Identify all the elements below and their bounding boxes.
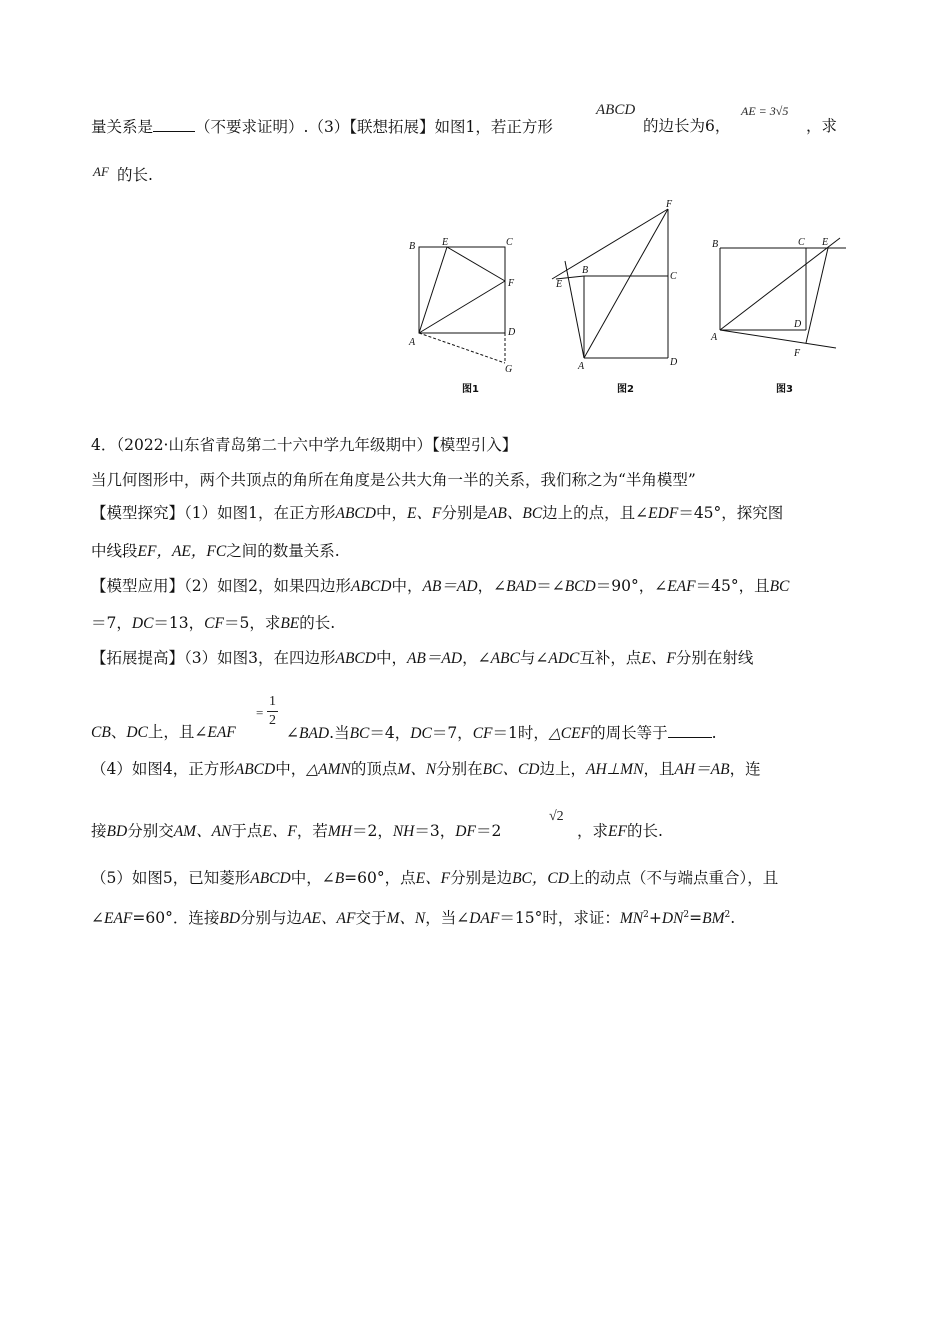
fraction-denominator: 2 <box>269 713 276 728</box>
problem4-intro: 当几何图形中，两个共顶点的角所在角度是公共大角一半的关系，我们称之为“半角模型” <box>91 471 696 489</box>
fig1-label-f: F <box>508 278 515 289</box>
fig2-line-ef <box>552 209 668 279</box>
fig1-caption: 图1 <box>462 384 479 395</box>
fig3-label-d: D <box>794 319 802 330</box>
fig1-dash-ag <box>419 333 505 363</box>
problem4-part4-line2b: ，求EF的长. <box>577 822 663 840</box>
fig1-label-d: D <box>508 327 516 338</box>
fig2-label-d: D <box>670 357 678 368</box>
problem4-part1-line2: 中线段EF，AE，FC之间的数量关系. <box>91 542 340 560</box>
fig1-line-ef <box>447 247 505 281</box>
fig3-line-ae <box>720 238 840 330</box>
side-length-text: 的边长为6， <box>643 117 731 135</box>
figure-3 <box>720 238 846 348</box>
problem4-part5-line2: ∠EAF=60°．连接BD分别与边AE、AF交于M、N，当∠DAF＝15°时，求证：$MN^2+DN^2=BM^2$. <box>91 909 736 928</box>
ae-equation: AE = 3√5 <box>741 104 789 118</box>
answer-blank <box>668 722 712 738</box>
text-line-2: 的长. <box>117 166 153 184</box>
problem4-part3-line2: CB、DC上，且∠EAF <box>91 723 236 741</box>
fig1-line-af <box>419 281 505 333</box>
fig3-line-ef <box>806 248 828 343</box>
fig2-label-c: C <box>670 271 677 282</box>
fig2-line-af <box>584 209 668 358</box>
problem4-part4-line2: 接BD分别交AM、AN于点E、F，若MH＝2，NH＝3，DF＝2 <box>91 822 502 840</box>
text-line-1 <box>91 116 553 137</box>
problem4-part5-line1: （5）如图5，已知菱形ABCD中，∠B=60°，点E、F分别是边BC，CD上的动点（不与端点重合），且 <box>91 869 779 887</box>
fig3-line-af <box>720 330 836 348</box>
fig3-label-a: A <box>711 332 718 343</box>
fig2-label-f: F <box>666 199 673 210</box>
problem4-part4-line1: （4）如图4，正方形ABCD中，△AMN的顶点M、N分别在BC、CD边上，AH⊥MN，且AH＝AB，连 <box>91 760 761 778</box>
ask-text: ，求 <box>806 117 838 135</box>
fraction-equal: = <box>256 705 264 720</box>
problem4-part1-line1: 【模型探究】（1）如图1，在正方形ABCD中，E、F分别是AB、BC边上的点，且∠EDF＝45°，探究图 <box>91 504 784 522</box>
problem4-header: 4．（2022·山东省青岛第二十六中学九年级期中）【模型引入】 <box>91 436 518 454</box>
sqrt-two: √2 <box>549 809 564 824</box>
fraction-bar <box>267 711 278 712</box>
problem4-part2-line2: ＝7，DC＝13，CF＝5，求BE的长. <box>91 614 336 632</box>
fig2-caption: 图2 <box>617 384 634 395</box>
fig1-square <box>419 247 505 333</box>
problem4-part3-line1: 【拓展提高】（3）如图3，在四边形ABCD中，AB＝AD，∠ABC与∠ADC互补，点E、F分别在射线 <box>91 649 754 667</box>
fig2-label-a: A <box>578 361 585 372</box>
fig1-label-a: A <box>409 337 416 348</box>
answer-blank <box>153 116 195 132</box>
text: （不要求证明）.（3）【联想拓展】如图1，若正方形 <box>195 118 553 136</box>
fig3-caption: 图3 <box>776 384 793 395</box>
fig3-label-e: E <box>822 237 829 248</box>
problem4-part2-line1: 【模型应用】（2）如图2，如果四边形ABCD中，AB＝AD，∠BAD＝∠BCD＝90°，∠EAF＝45°，且BC <box>91 577 790 595</box>
fig1-label-b: B <box>409 241 416 252</box>
fig2-label-b: B <box>582 265 589 276</box>
fig3-label-f: F <box>794 348 801 359</box>
fig1-label-g: G <box>505 364 513 375</box>
text: 量关系是 <box>91 118 154 136</box>
fig3-label-b: B <box>712 239 719 250</box>
figure-1 <box>419 247 505 363</box>
square-label: ABCD <box>596 102 636 118</box>
fig3-label-c: C <box>798 237 805 248</box>
problem4-part3-line2b: ∠BAD.当BC＝4，DC＝7，CF＝1时，△CEF的周长等于 . <box>286 724 717 742</box>
fraction-numerator: 1 <box>269 694 276 709</box>
figures-svg <box>0 195 950 435</box>
af-label: AF <box>93 164 109 179</box>
fig2-label-e: E <box>556 279 563 290</box>
figure-2 <box>552 209 668 358</box>
fig1-line-ae <box>419 247 447 333</box>
fig1-label-c: C <box>506 237 513 248</box>
fig1-label-e: E <box>442 237 449 248</box>
